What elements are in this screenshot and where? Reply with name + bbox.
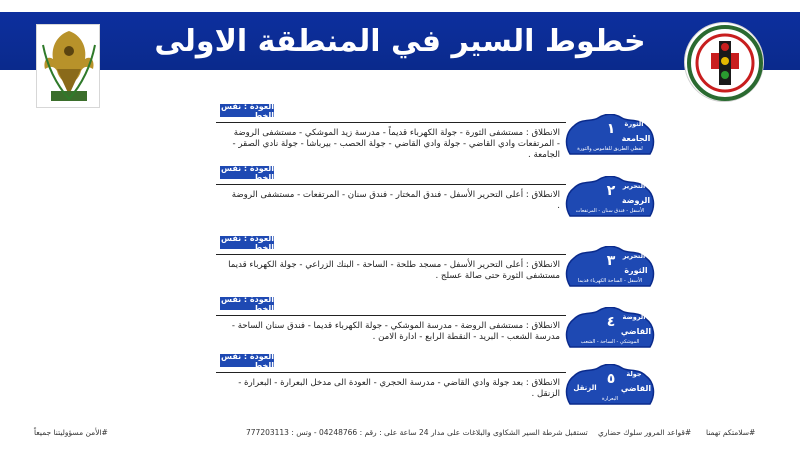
- route-number: ١: [606, 121, 616, 137]
- route-top-label: الروضة: [622, 313, 646, 321]
- route-number: ٥: [606, 371, 616, 387]
- route-top-label: التحرير: [622, 182, 646, 190]
- route-sub-label: البعرارة: [601, 396, 618, 402]
- route-description: الانطلاق : مستشفى الروضة - مدرسة الموشكي - جولة الكهرباء قديما - فندق سنان الساحة - مدرسة الشعب - البريد - النقطة الرابع - ادارة الامن .: [231, 321, 560, 342]
- route-number: ٢: [606, 183, 616, 199]
- route-row: [0, 100, 800, 160]
- return-label: العودة : نفس الخط: [221, 163, 274, 182]
- footer: [0, 428, 800, 446]
- traffic-police-emblem-icon: [684, 22, 764, 102]
- route-top-label: التحرير: [622, 252, 646, 260]
- route-divider: [216, 315, 566, 316]
- route-row: [0, 350, 800, 410]
- route-description: الانطلاق : بعد جولة وادي القاضي - مدرسة الحجري - العودة الى مدخل البعرارة - البعرارة - الزنقل .: [238, 378, 560, 399]
- route-description: الانطلاق : مستشفى الثورة - جولة الكهرباء قديماً - مدرسة زيد الموشكي - مستشفى الروضة - المرتفعات وادي القاضي - جولة وادي القاضي - جولة الحصب - بيرباشا - جولة نادي الصقر - الجامعة .: [232, 128, 560, 160]
- route-sub-label: الأسفل - فندق سنان - المرتفعات: [575, 208, 645, 214]
- route-right-label: الثورة: [624, 266, 648, 275]
- route-right-label: القاضي: [620, 384, 652, 393]
- route-divider: [216, 122, 566, 123]
- route-top-label: الثورة: [624, 120, 644, 128]
- route-right-label: القاضي: [620, 327, 652, 336]
- eagle-emblem-icon: [36, 24, 100, 108]
- route-row: [0, 162, 800, 222]
- route-sub-label: الأسفل - الساحة الكهرباء قديما: [577, 278, 643, 284]
- route-top-label: جولة: [626, 370, 642, 378]
- return-label: العودة : نفس الخط: [221, 351, 274, 370]
- route-divider: [216, 184, 566, 185]
- route-left-label: الزنقل: [573, 384, 597, 392]
- route-row: [0, 232, 800, 292]
- route-right-label: الروضة: [621, 196, 651, 205]
- route-badge: [562, 176, 658, 220]
- route-divider: [216, 254, 566, 255]
- page-title: خطوط السير في المنطقة الاولى: [154, 23, 646, 59]
- route-description: الانطلاق : أعلى التحرير الأسفل - فندق المختار - فندق سنان - المرتفعات - مستشفى الروضة .: [231, 190, 560, 211]
- route-number: ٣: [606, 253, 616, 269]
- footer-tag-security: #الأمن مسؤوليتنا جميعاً: [34, 428, 108, 437]
- route-row: [0, 293, 800, 353]
- route-badge: [562, 364, 658, 408]
- route-number: ٤: [606, 314, 616, 330]
- route-badge: [562, 114, 658, 158]
- footer-tag-rules: #قواعد المرور سلوك حضاري: [598, 428, 692, 437]
- route-sub-label: لفظي الطريق للقاموس والثورة: [577, 146, 643, 152]
- route-divider: [216, 372, 566, 373]
- return-label: العودة : نفس الخط: [221, 233, 274, 252]
- route-badge: [562, 307, 658, 351]
- route-description: الانطلاق : أعلى التحرير الأسفل - مسجد طلحة - الساحة - البنك الزراعي - جولة الكهرباء قديما مستشفى الثورة حتى صالة عسلج .: [228, 260, 560, 281]
- route-badge: [562, 246, 658, 290]
- return-label: العودة : نفس الخط: [221, 101, 274, 120]
- footer-tag-safety: #سلامتكم تهمنا: [706, 428, 756, 437]
- return-label: العودة : نفس الخط: [221, 294, 274, 313]
- route-right-label: الجامعة: [621, 134, 651, 143]
- footer-contact: تستقبل شرطة السير الشكاوى والبلاغات على مدار 24 ساعة على : رقم : 04248766 - وتس : 777203113: [246, 428, 588, 437]
- route-sub-label: الموشكي - الساحة - الشعب: [580, 339, 640, 345]
